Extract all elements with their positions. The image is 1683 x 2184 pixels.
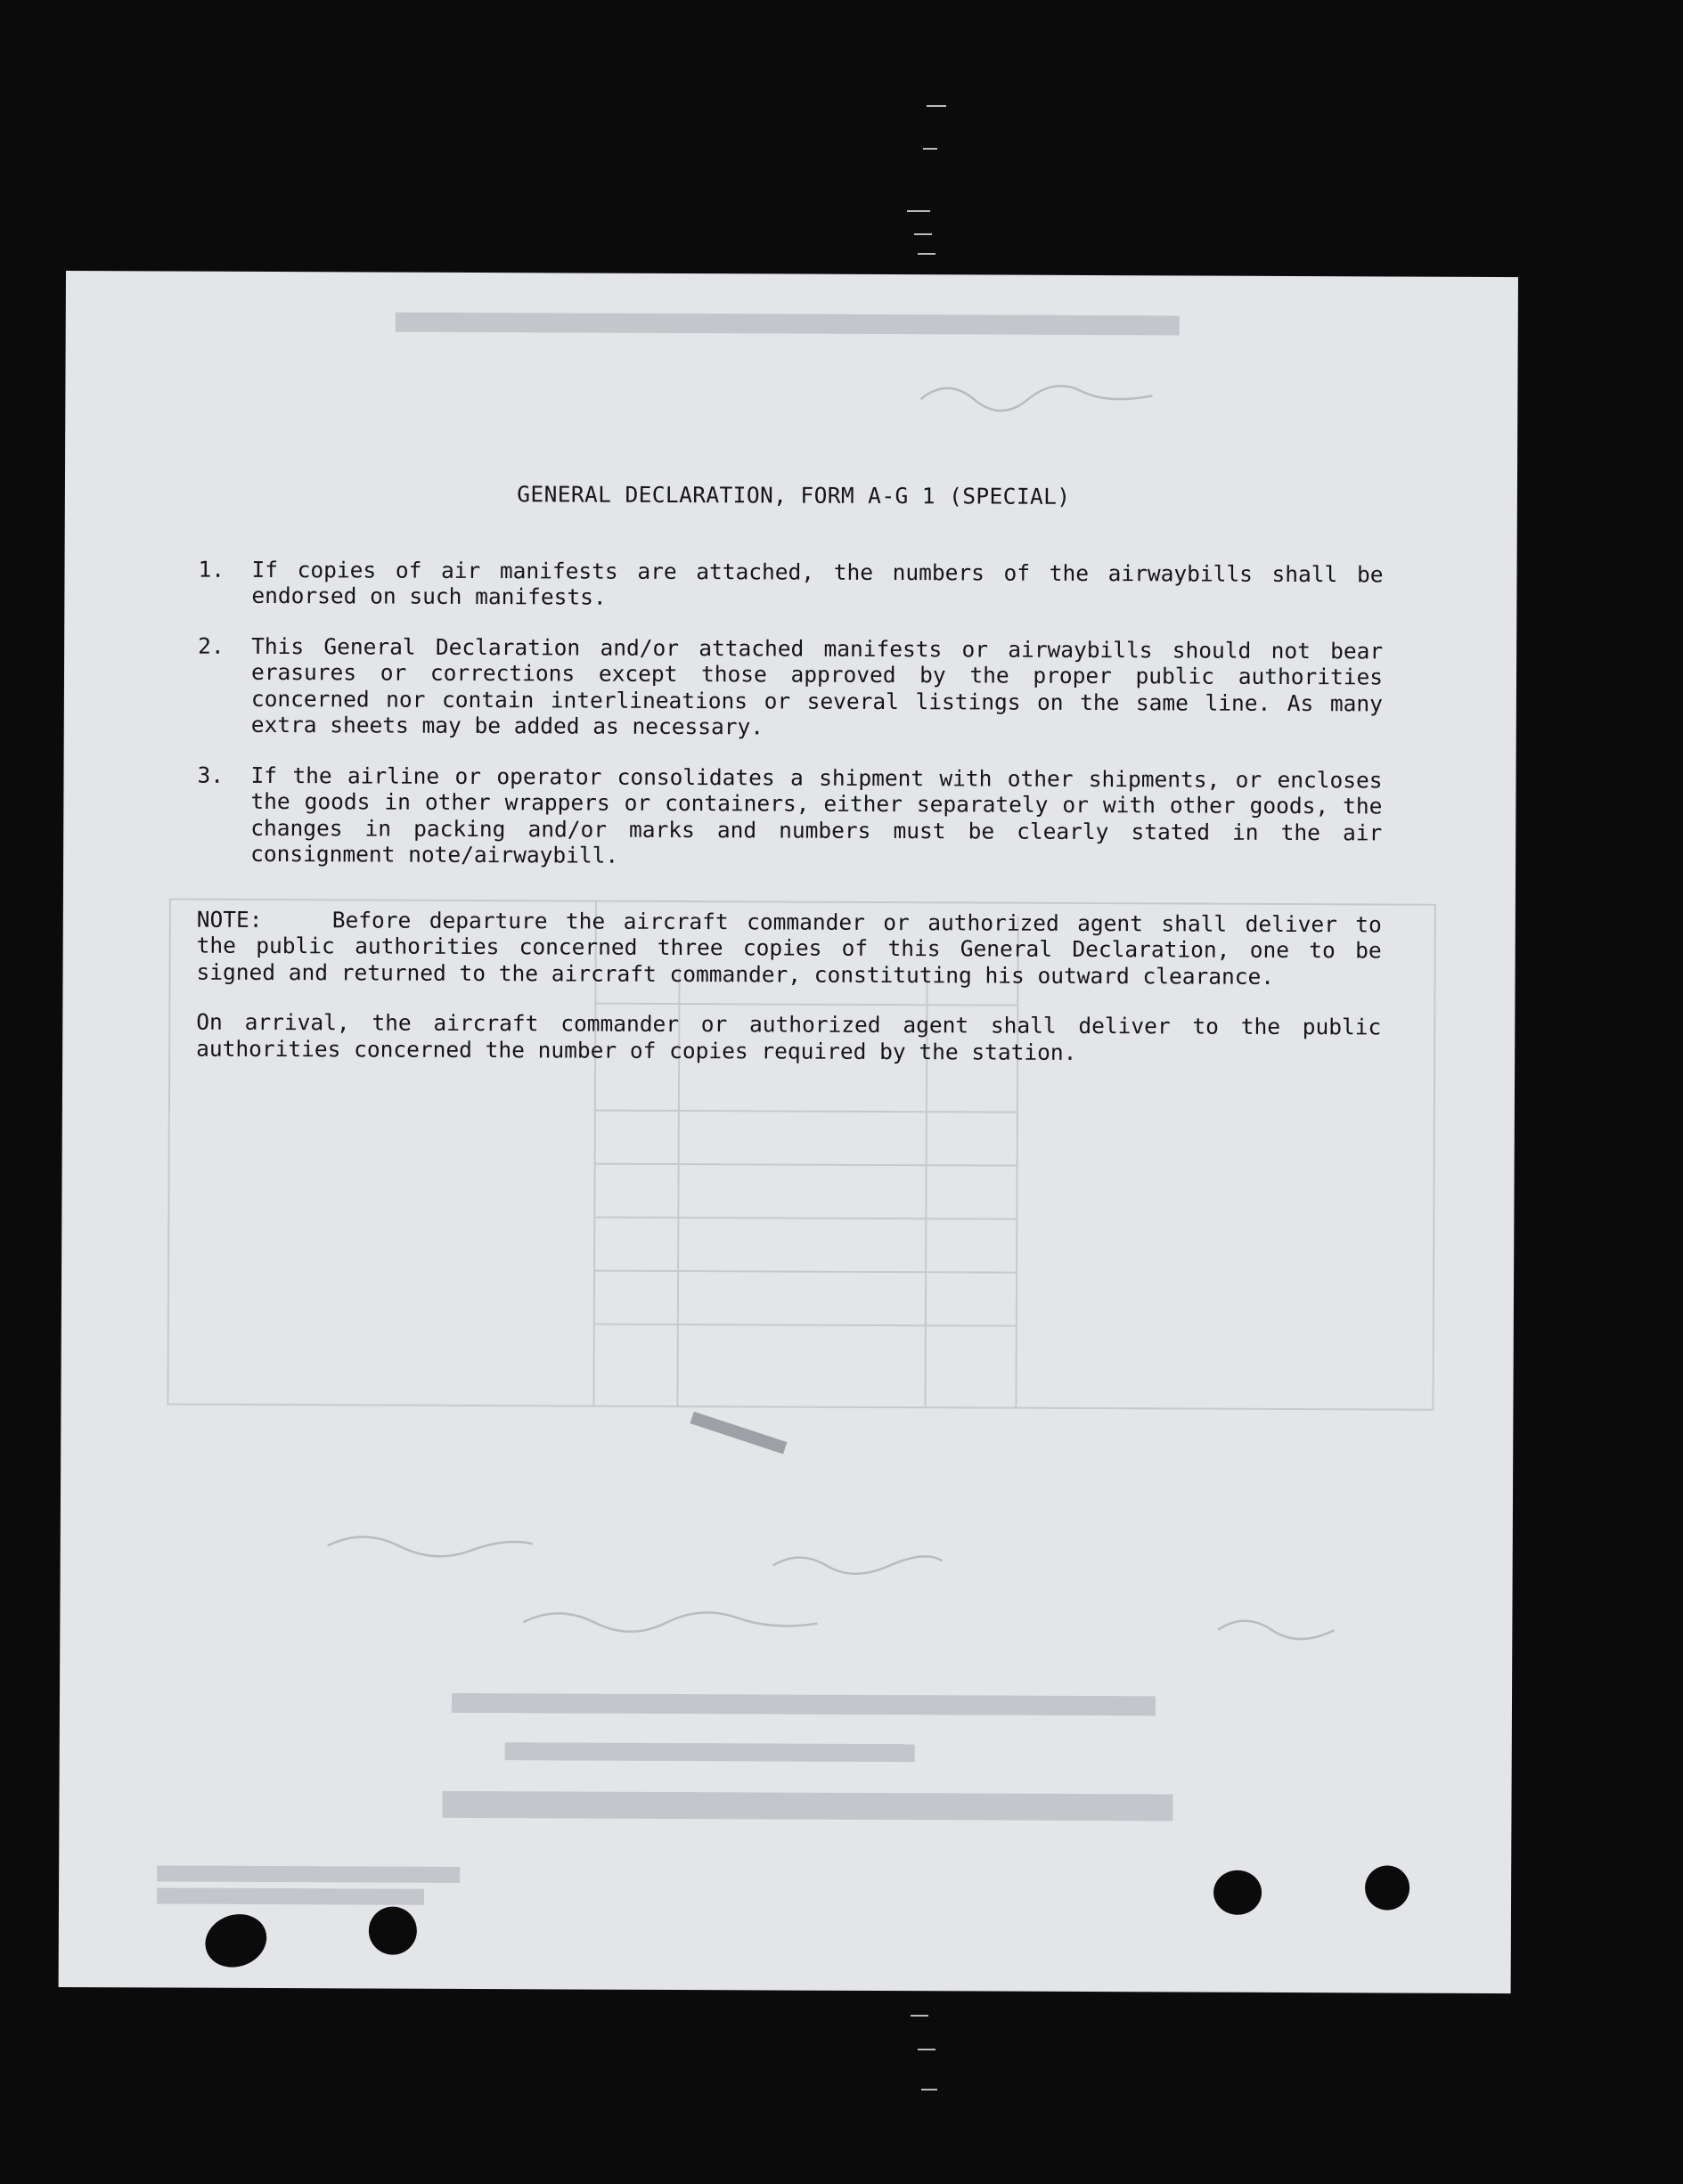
scan-artifact (923, 148, 937, 150)
bleed-row-line (594, 1271, 1017, 1273)
scan-artifact (914, 233, 932, 235)
bleed-heading-smudge (452, 1693, 1156, 1715)
scan-artifact (907, 210, 930, 212)
scan-artifact (918, 253, 935, 255)
bleed-row-line (595, 1111, 1017, 1112)
scan-artifact (927, 105, 946, 107)
bleed-signature-scribble (523, 1611, 817, 1632)
bleed-signature-scribble (920, 386, 1152, 412)
list-item (198, 632, 1384, 743)
item-number: 3. (197, 762, 225, 788)
bleed-signature-scribble (1218, 1621, 1334, 1640)
document-sheet (59, 271, 1518, 1993)
scan-artifact (911, 2015, 928, 2017)
item-text: If copies of air manifests are attached, the numbers of the airwaybills shall be endorsed on such manifests. (251, 556, 1384, 610)
list-item (198, 556, 1383, 614)
punch-hole (1213, 1870, 1262, 1915)
scan-artifact (921, 2089, 937, 2090)
scan-artifact (918, 2049, 935, 2050)
item-number: 1. (198, 556, 225, 583)
bleed-heading-smudge (396, 313, 1180, 336)
bleed-heading-smudge (442, 1791, 1172, 1821)
bleed-corner-smudge (157, 1887, 424, 1904)
bleed-row-line (594, 1218, 1017, 1219)
note-text: Before departure the aircraft commander or authorized agent shall deliver to the public authorities concerned three copies of this General Declaration, one to be signed and returned to the aircraft commander, constituting his outward clearance. (196, 906, 1382, 990)
bleed-stamp (690, 1412, 788, 1455)
bleed-row-line (595, 1164, 1017, 1166)
note-label: NOTE: (196, 906, 263, 933)
item-text: This General Declaration and/or attached manifests or airwaybills should not bear erasures or corrections except those approved by the proper public authorities concerned nor contain interlineations or several listings on the same line. As many extra sheets may be added as necessary. (250, 632, 1384, 740)
item-number: 2. (198, 632, 225, 659)
bleed-heading-smudge (505, 1742, 915, 1762)
item-text: If the airline or operator consolidates a shipment with other shipments, or encloses the goods in other wrappers or containers, either separately or with other goods, the changes in packing and/or marks and numbers must be clearly stated in the air consignment note/airwaybill. (250, 762, 1383, 868)
bleed-row-line (594, 1324, 1017, 1326)
page-title: GENERAL DECLARATION, FORM A-G 1 (SPECIAL) (517, 481, 1071, 509)
punch-hole (1365, 1865, 1409, 1910)
list-item (197, 762, 1383, 872)
declaration-content (196, 480, 1384, 1067)
arrival-paragraph: On arrival, the aircraft commander or authorized agent shall deliver to the public authorities concerned the number of copies required by the station. (196, 1008, 1382, 1065)
punch-hole (198, 1906, 274, 1976)
bleed-signature-scribble (773, 1556, 943, 1575)
punch-hole (369, 1907, 417, 1955)
note-paragraph (197, 906, 1382, 990)
bleed-signature-scribble (328, 1536, 533, 1556)
bleed-corner-smudge (157, 1865, 460, 1882)
